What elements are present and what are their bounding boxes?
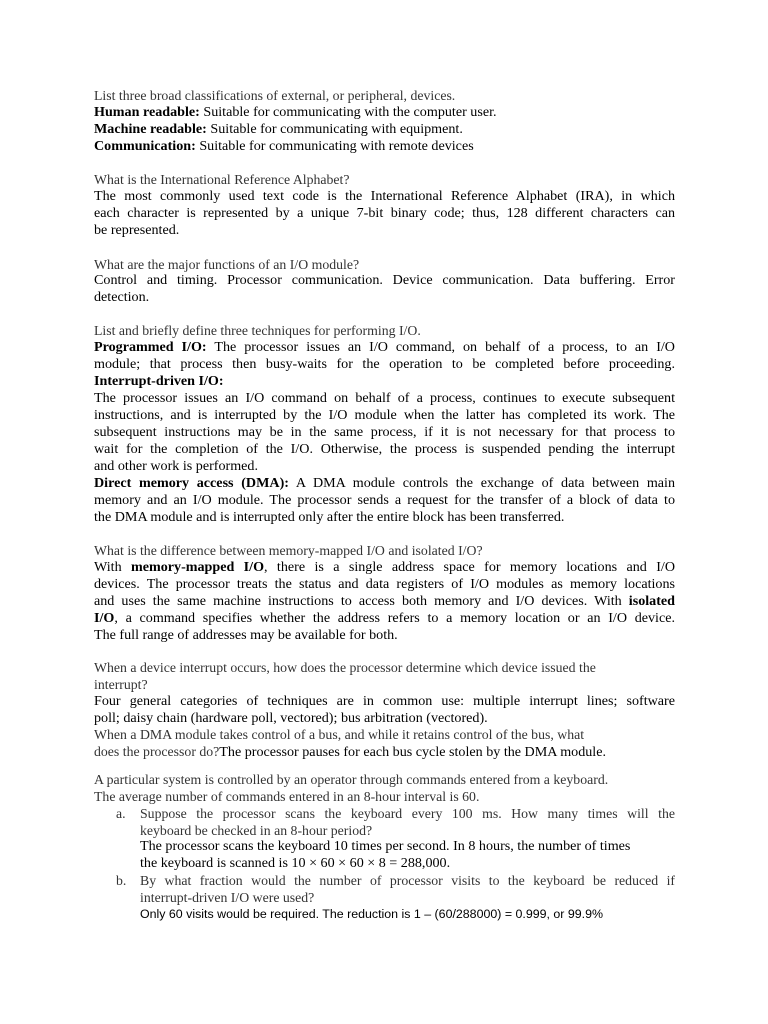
question-peripheral-classes: List three broad classifications of external, or peripheral, devices. bbox=[94, 88, 456, 103]
answer-line: I/O, a command specifies whether the address refers to a memory location or an I/O device. bbox=[94, 610, 675, 626]
answer-line: detection. bbox=[94, 289, 150, 305]
answer-line: the DMA module and is interrupted only after the entire block has been transferred. bbox=[94, 509, 565, 525]
answer-line: memory and an I/O module. The processor sends a request for the transfer of a block of data to bbox=[94, 492, 675, 508]
answer-line: and uses the same machine instructions to access both memory and I/O devices. With isolated bbox=[94, 593, 675, 609]
question-device-interrupt: When a device interrupt occurs, how does the processor determine which device issued the bbox=[94, 660, 596, 675]
answer-line: The most commonly used text code is the International Reference Alphabet (IRA), in which bbox=[94, 188, 675, 204]
answer-line: With memory-mapped I/O, there is a single address space for memory locations and I/O bbox=[94, 559, 675, 575]
answer-line: each character is represented by a unique 7-bit binary code; thus, 128 different characters can bbox=[94, 205, 675, 221]
question-memory-mapped-vs-isolated: What is the difference between memory-mapped I/O and isolated I/O? bbox=[94, 543, 483, 558]
term-memory-mapped-io: memory-mapped I/O bbox=[130, 559, 265, 575]
term-human-readable: Human readable: bbox=[94, 104, 200, 120]
answer-line: wait for the completion of the I/O. Otherwise, the process is suspended pending the interrupt bbox=[94, 441, 675, 457]
answer-line: Direct memory access (DMA): A DMA module controls the exchange of data between main bbox=[94, 475, 676, 491]
answer-line: be represented. bbox=[94, 222, 180, 238]
term-isolated: isolated bbox=[628, 593, 675, 609]
problem-statement-cont: The average number of commands entered in an 8-hour interval is 60. bbox=[94, 789, 480, 804]
term-interrupt-driven-io: Interrupt-driven I/O: bbox=[94, 373, 224, 389]
answer-line: The processor issues an I/O command on behalf of a process, continues to execute subsequent bbox=[94, 390, 675, 406]
answer-line: module; that process then busy-waits for the operation to be completed before proceeding. bbox=[94, 356, 675, 372]
question-ira: What is the International Reference Alphabet? bbox=[94, 172, 350, 187]
question-io-techniques: List and briefly define three techniques for performing I/O. bbox=[94, 323, 421, 338]
question-dma-bus-cont: does the processor do?The processor pauses for each bus cycle stolen by the DMA module. bbox=[94, 744, 606, 760]
subquestion-b: By what fraction would the number of processor visits to the keyboard be reduced if bbox=[140, 873, 675, 888]
term-io: I/O bbox=[94, 610, 115, 626]
answer-b: Only 60 visits would be required. The reduction is 1 – (60/288000) = 0.999, or 99.9% bbox=[140, 907, 603, 921]
answer-line: subsequent instructions may be in the same process, if it is not necessary for that process to bbox=[94, 424, 675, 440]
question-io-functions: What are the major functions of an I/O module? bbox=[94, 257, 360, 272]
answer-line: Control and timing. Processor communication. Device communication. Data buffering. Error bbox=[94, 272, 675, 288]
answer-line: Four general categories of techniques are in common use: multiple interrupt lines; software bbox=[94, 693, 675, 709]
answer-line: devices. The processor treats the status and data registers of I/O modules as memory locations bbox=[94, 576, 675, 592]
list-marker-a: a. bbox=[116, 806, 126, 821]
answer-line: Machine readable: Suitable for communicating with equipment. bbox=[94, 121, 463, 137]
answer-line: instructions, and is interrupted by the I/O module when the latter has completed its work. The bbox=[94, 407, 675, 423]
answer-dma-bus: The processor pauses for each bus cycle stolen by the DMA module. bbox=[219, 744, 606, 760]
term-dma: Direct memory access (DMA): bbox=[94, 475, 289, 491]
term-communication: Communication: bbox=[94, 138, 196, 154]
answer-line: Communication: Suitable for communicating with remote devices bbox=[94, 138, 474, 154]
problem-statement: A particular system is controlled by an operator through commands entered from a keyboard. bbox=[94, 772, 609, 787]
answer-line: and other work is performed. bbox=[94, 458, 258, 474]
term-machine-readable: Machine readable: bbox=[94, 121, 207, 137]
term-programmed-io: Programmed I/O: bbox=[94, 339, 207, 355]
subquestion-a-cont: keyboard be checked in an 8-hour period? bbox=[140, 823, 373, 838]
answer-line: Programmed I/O: The processor issues an I/O command, on behalf of a process, to an I/O bbox=[94, 339, 675, 355]
answer-a-cont: the keyboard is scanned is 10 × 60 × 60 × 8 = 288,000. bbox=[140, 855, 451, 871]
answer-line: Human readable: Suitable for communicating with the computer user. bbox=[94, 104, 497, 120]
answer-a: The processor scans the keyboard 10 times per second. In 8 hours, the number of times bbox=[140, 838, 631, 854]
answer-line: poll; daisy chain (hardware poll, vectored); bus arbitration (vectored). bbox=[94, 710, 488, 726]
question-dma-bus: When a DMA module takes control of a bus, and while it retains control of the bus, what bbox=[94, 727, 585, 742]
list-marker-b: b. bbox=[116, 873, 127, 888]
answer-line: The full range of addresses may be available for both. bbox=[94, 627, 398, 643]
subquestion-a: Suppose the processor scans the keyboard every 100 ms. How many times will the bbox=[140, 806, 675, 821]
subquestion-b-cont: interrupt-driven I/O were used? bbox=[140, 890, 315, 905]
question-device-interrupt-cont: interrupt? bbox=[94, 677, 148, 692]
